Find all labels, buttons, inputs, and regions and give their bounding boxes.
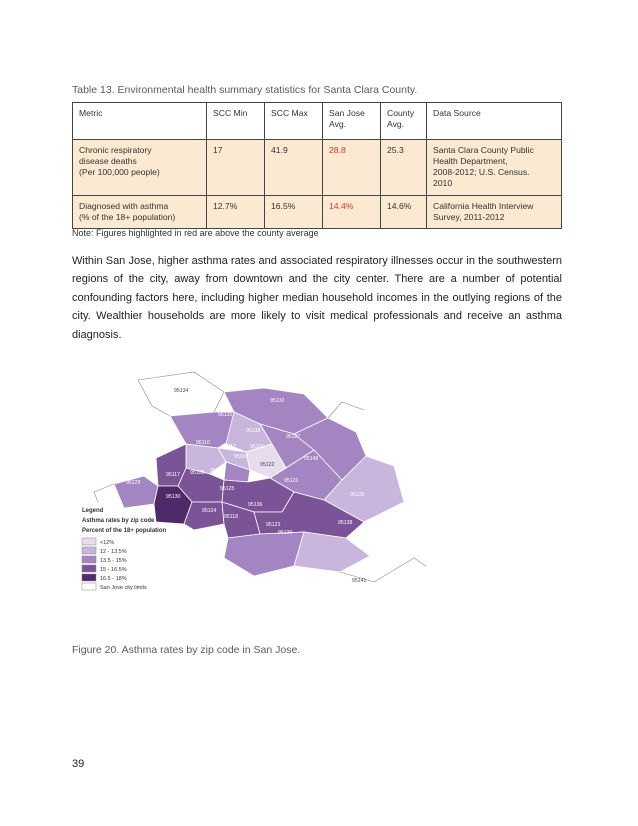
source-cell: California Health Interview Survey, 2011-2012 bbox=[427, 196, 562, 229]
zip-region bbox=[294, 532, 370, 572]
figure-caption: Figure 20. Asthma rates by zip code in San Jose. bbox=[72, 644, 301, 656]
zip-label: 95133 bbox=[246, 428, 261, 434]
zip-label: 95141 bbox=[352, 578, 367, 584]
legend-swatch bbox=[82, 547, 96, 554]
zip-label: 95124 bbox=[202, 508, 217, 514]
legend-title: Legend bbox=[82, 508, 104, 514]
zip-label: 95126 bbox=[210, 468, 225, 474]
zip-label: 95136 bbox=[248, 502, 263, 508]
zip-label: 95117 bbox=[166, 472, 181, 478]
header-cell: SCC Min bbox=[207, 103, 265, 140]
zip-label: 95125 bbox=[220, 486, 235, 492]
table-caption: Table 13. Environmental health summary statistics for Santa Clara County. bbox=[72, 84, 418, 96]
metric-cell: Diagnosed with asthma (% of the 18+ population) bbox=[73, 196, 207, 229]
legend-label: San Jose city limits bbox=[100, 585, 147, 591]
county-avg-cell: 14.6% bbox=[381, 196, 427, 229]
zip-label: 95129 bbox=[126, 480, 141, 486]
legend-label: 15 - 16.5% bbox=[100, 567, 127, 573]
header-cell: SCC Max bbox=[265, 103, 323, 140]
summary-statistics-table bbox=[72, 102, 562, 229]
city-limit-line bbox=[328, 402, 364, 418]
legend-swatch bbox=[82, 583, 96, 590]
zip-label: 95138 bbox=[338, 520, 353, 526]
page-number: 39 bbox=[72, 758, 85, 770]
zip-label: 95128 bbox=[190, 470, 205, 476]
legend-swatch bbox=[82, 565, 96, 572]
zip-region bbox=[138, 372, 224, 416]
legend-label: <12% bbox=[100, 540, 115, 546]
scc-min-cell: 12.7% bbox=[207, 196, 265, 229]
table-header-row bbox=[73, 103, 562, 140]
sj-avg-cell: 28.8 bbox=[323, 140, 381, 196]
zip-label: 95122 bbox=[260, 462, 275, 468]
zip-label: 95116 bbox=[250, 444, 265, 450]
table-row bbox=[73, 196, 562, 229]
legend-label: 16.5 - 18% bbox=[100, 576, 127, 582]
zip-label: 95002 bbox=[234, 454, 249, 460]
city-limit-line bbox=[94, 484, 114, 502]
header-cell: Data Source bbox=[427, 103, 562, 140]
metric-cell: Chronic respiratory disease deaths (Per 100,000 people) bbox=[73, 140, 207, 196]
legend-swatch bbox=[82, 556, 96, 563]
zip-region bbox=[224, 532, 304, 576]
scc-max-cell: 16.5% bbox=[265, 196, 323, 229]
legend-label: 13.5 - 15% bbox=[100, 558, 127, 564]
county-avg-cell: 25.3 bbox=[381, 140, 427, 196]
zip-label: 95148 bbox=[304, 456, 319, 462]
legend-subtitle: Asthma rates by zip code bbox=[82, 518, 155, 524]
zip-label: 95132 bbox=[270, 398, 285, 404]
header-cell: Metric bbox=[73, 103, 207, 140]
source-cell: Santa Clara County Public Health Department, 2008-2012; U.S. Census. 2010 bbox=[427, 140, 562, 196]
legend-swatch bbox=[82, 574, 96, 581]
legend-label: 12 - 13.5% bbox=[100, 549, 127, 555]
zip-label: 95134 bbox=[174, 388, 189, 394]
legend-swatch bbox=[82, 538, 96, 545]
legend-subtitle-2: Percent of the 18+ population bbox=[82, 528, 167, 534]
table-note: Note: Figures highlighted in red are above the county average bbox=[72, 228, 319, 238]
zip-label: 95131 bbox=[218, 412, 233, 418]
zip-label: 95121 bbox=[284, 478, 299, 484]
scc-min-cell: 17 bbox=[207, 140, 265, 196]
zip-label: 95118 bbox=[224, 514, 239, 520]
zip-label: 95127 bbox=[286, 434, 301, 440]
table-row bbox=[73, 140, 562, 196]
zip-label: 95112 bbox=[222, 444, 237, 450]
asthma-zip-code-map bbox=[74, 352, 434, 612]
zip-label: 95110 bbox=[196, 440, 211, 446]
header-cell: San Jose Avg. bbox=[323, 103, 381, 140]
sj-avg-cell: 14.4% bbox=[323, 196, 381, 229]
zip-label: 95120 bbox=[278, 530, 293, 536]
header-cell: County Avg. bbox=[381, 103, 427, 140]
map-legend bbox=[82, 508, 167, 591]
scc-max-cell: 41.9 bbox=[265, 140, 323, 196]
zip-label: 95135 bbox=[350, 492, 365, 498]
body-paragraph: Within San Jose, higher asthma rates and associated respiratory illnesses occur in the southwestern regions of the city, away from downtown and the city center. There are a number of potential confounding factors here, including higher median household incomes in the outlying regions of the city. Wealthier households are more likely to visit medical professionals and receive an asthma diagnosis. bbox=[72, 255, 562, 341]
zip-label: 95130 bbox=[166, 494, 181, 500]
zip-label: 95123 bbox=[266, 522, 281, 528]
